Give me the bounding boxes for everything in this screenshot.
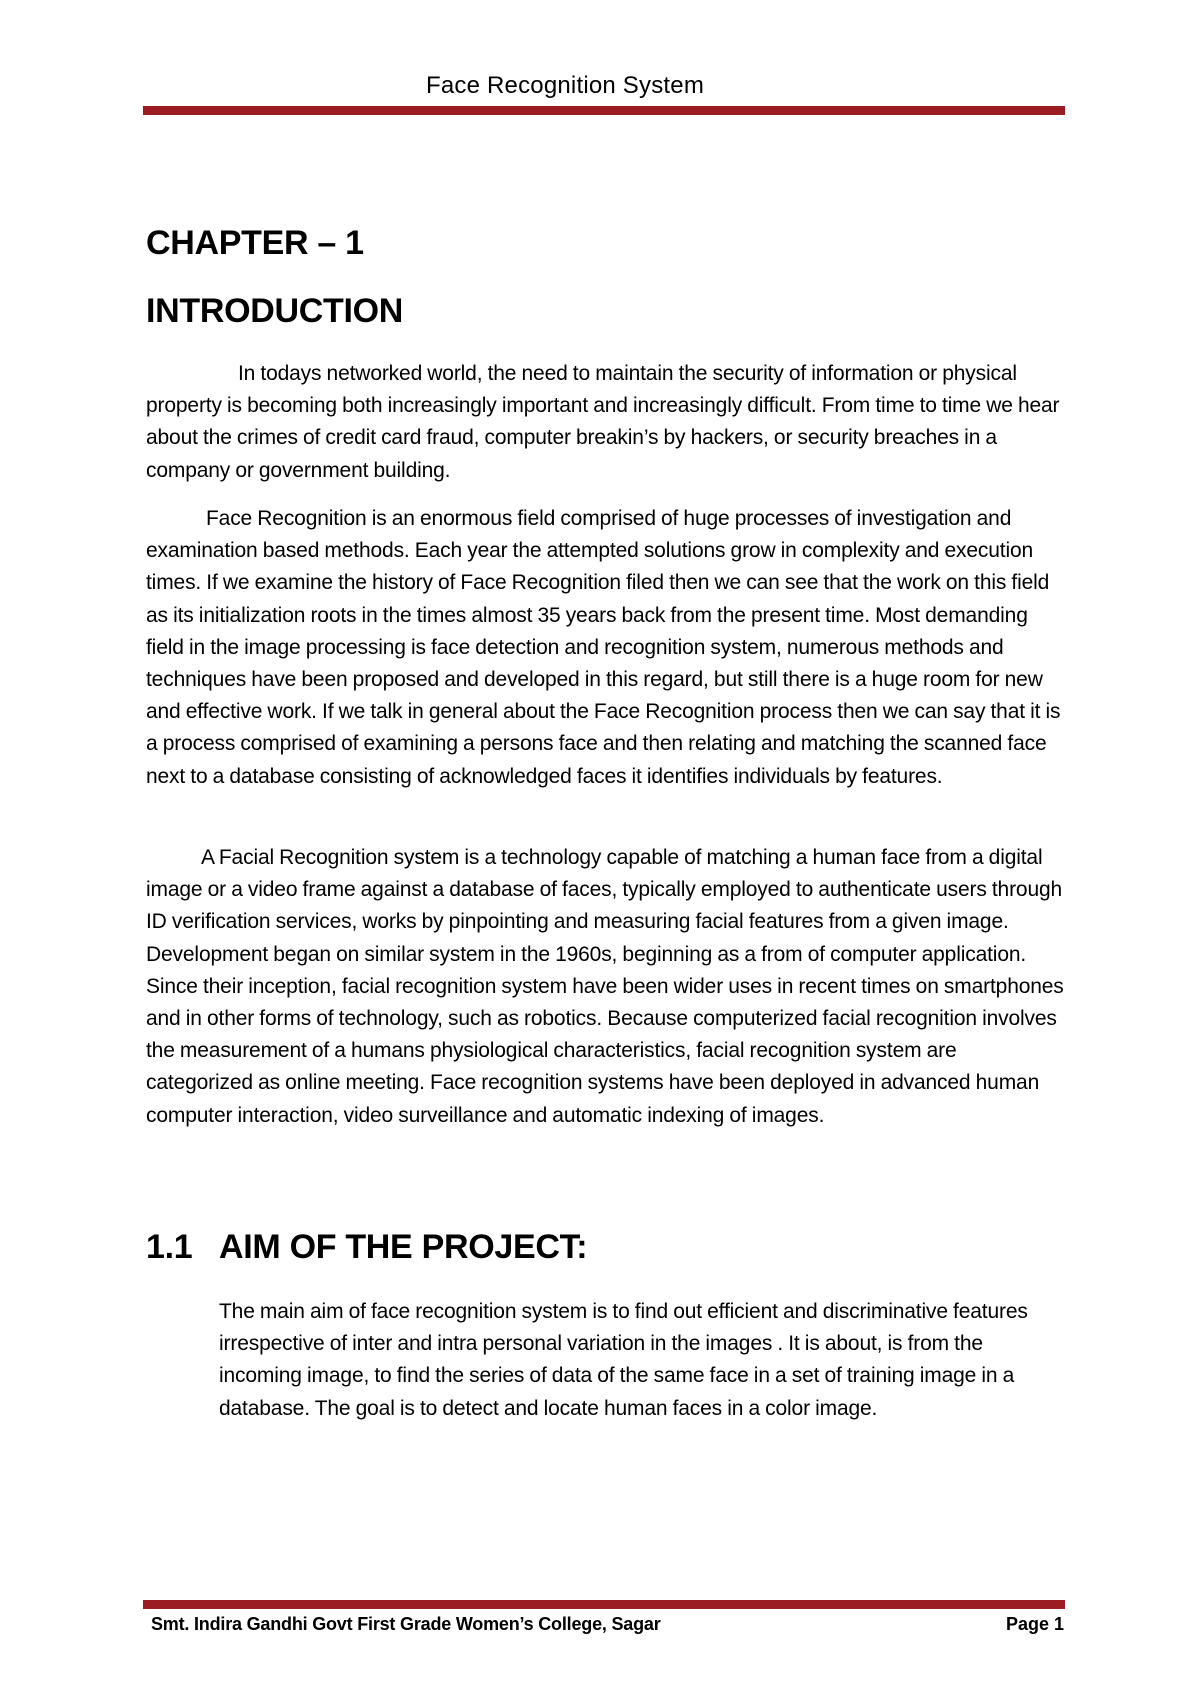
section-number: 1.1 [146,1228,193,1266]
section-paragraph: The main aim of face recognition system is to find out efficient and discriminative features irrespective of inter and intra personal variation in the images . It is about, is from the incoming image, to find the series of data of the same face in a set of training image in a database. The goal is to detect and locate human faces in a color image. [219,1300,1028,1420]
header-rule [143,106,1065,115]
footer-rule [143,1600,1065,1609]
footer-page-number: Page 1 [1005,1614,1064,1634]
footer-college-name: Smt. Indira Gandhi Govt First Grade Women’s College, Sagar [151,1614,661,1634]
section-title: AIM OF THE PROJECT: [219,1228,588,1266]
section-heading [146,1228,587,1267]
paragraph-2: Face Recognition is an enormous field comprised of huge processes of investigation and examination based methods. Each year the attempted solutions grow in complexity and execution times. If we examine the history of Face Recognition filed then we can see that the work on this field as its initialization roots in the times almost 35 years back from the present time. Most demanding field in the image processing is face detection and recognition system, numerous methods and techniques have been proposed and developed in this regard, but still there is a huge room for new and effective work. If we talk in general about the Face Recognition process then we can say that it is a process comprised of examining a persons face and then relating and matching the scanned face next to a database consisting of acknowledged faces it identifies individuals by features. [146,507,1061,788]
paragraph-3: A Facial Recognition system is a technology capable of matching a human face from a digital image or a video frame against a database of faces, typically employed to authenticate users through ID verification services, works by pinpointing and measuring facial features from a given image. Development began on similar system in the 1960s, beginning as a from of computer application. Since their inception, facial recognition system have been wider uses in recent times on smartphones and in other forms of technology, such as robotics. Because computerized facial recognition involves the measurement of a humans physiological characteristics, facial recognition system are categorized as online meeting. Face recognition systems have been deployed in advanced human computer interaction, video surveillance and automatic indexing of images. [146,846,1064,1127]
chapter-title: INTRODUCTION [146,292,404,330]
running-header-title: Face Recognition System [425,72,705,99]
chapter-label: CHAPTER – 1 [146,224,364,262]
paragraph-1: In todays networked world, the need to maintain the security of information or physical property is becoming both increasingly important and increasingly difficult. From time to time we hear about the crimes of credit card fraud, computer breakin’s by hackers, or security breaches in a company or government building. [146,362,1060,482]
